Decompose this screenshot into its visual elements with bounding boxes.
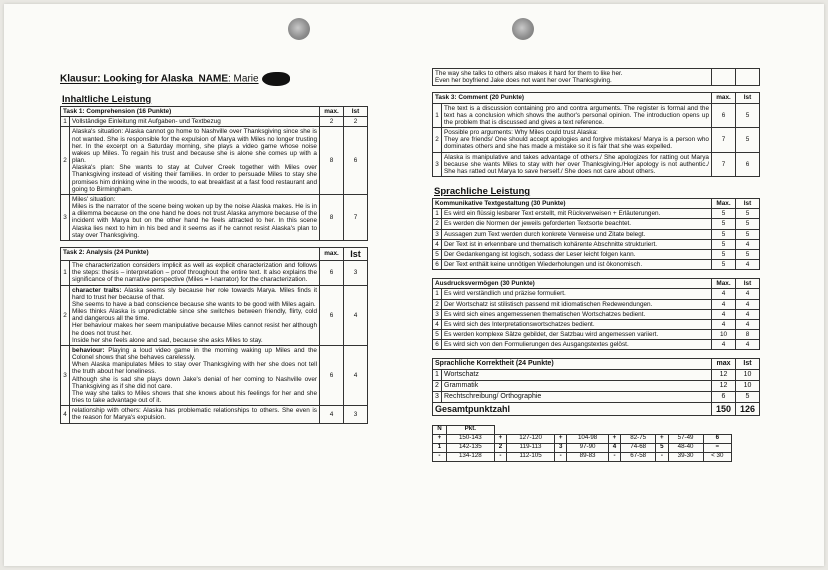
task2-header-row <box>61 247 368 260</box>
corr-max-header: max <box>712 359 736 370</box>
table-row <box>433 128 760 153</box>
criterion-text: Rechtschreibung/ Orthographie <box>442 391 712 402</box>
task2-ist-header: Ist <box>344 247 368 260</box>
task2-table <box>60 247 368 424</box>
row-number: 1 <box>433 103 442 128</box>
achieved-points: 4 <box>736 309 760 319</box>
table-row <box>433 239 760 249</box>
table-row <box>433 340 760 350</box>
table-row <box>433 309 760 319</box>
row-number: 6 <box>433 260 442 270</box>
table-row <box>61 406 368 423</box>
task2-header: Task 2: Analysis (24 Punkte) <box>61 247 320 260</box>
table-row <box>433 103 760 128</box>
achieved-points: 4 <box>344 285 368 345</box>
table-row <box>433 69 760 86</box>
max-points: 6 <box>320 345 344 405</box>
table-row <box>61 117 368 127</box>
grade-cell: 89-83 <box>567 452 608 461</box>
max-points: 4 <box>320 406 344 423</box>
row-number: 4 <box>433 319 442 329</box>
table-row <box>61 127 368 195</box>
achieved-points: 5 <box>736 128 760 153</box>
grade-cell: 5 <box>656 443 668 452</box>
grade-cell: 67-58 <box>621 452 656 461</box>
total-ist: 126 <box>736 402 760 415</box>
correctness-table <box>432 358 760 415</box>
grade-header-spacer <box>494 425 731 434</box>
comm-header-row <box>433 199 760 209</box>
achieved-points: 6 <box>736 152 760 177</box>
criterion-text: Aussagen zum Text werden durch konkrete Verweise und Zitate belegt. <box>442 229 712 239</box>
content-section-title: Inhaltliche Leistung <box>62 94 152 105</box>
expr-header-row <box>433 279 760 289</box>
row-number: 2 <box>61 285 70 345</box>
grade-cell: 82-75 <box>621 434 656 443</box>
table-row <box>433 229 760 239</box>
max-points: 5 <box>712 239 736 249</box>
table-row <box>61 345 368 405</box>
row-number: 3 <box>61 194 70 240</box>
max-points: 5 <box>712 219 736 229</box>
task1-max-header: max. <box>320 107 344 117</box>
grade-cell: 48-40 <box>668 443 703 452</box>
criterion-text: Es werden komplexe Sätze gebildet, der Satzbau wird angemessen variiert. <box>442 330 712 340</box>
grade-cell: 112-105 <box>507 452 555 461</box>
table-row <box>433 260 760 270</box>
row-number: 1 <box>433 289 442 299</box>
task1-table <box>60 106 368 241</box>
table-row <box>433 249 760 259</box>
total-row <box>433 402 760 415</box>
achieved-points: 4 <box>736 289 760 299</box>
grade-cell: + <box>555 434 567 443</box>
grade-cell: 6 <box>703 434 731 443</box>
max-points: 5 <box>712 249 736 259</box>
grade-cell: 2 <box>494 443 506 452</box>
row-number: 1 <box>433 209 442 219</box>
expr-max-header: Max. <box>712 279 736 289</box>
grade-cell: 127-120 <box>507 434 555 443</box>
criterion-text: Grammatik <box>442 381 712 392</box>
punch-hole-left <box>288 18 310 40</box>
grade-cell: 39-30 <box>668 452 703 461</box>
grade-cell: - <box>656 452 668 461</box>
table-row <box>433 299 760 309</box>
grade-cell: 134-128 <box>446 452 494 461</box>
grade-cell: < 30 <box>703 452 731 461</box>
row-number: 4 <box>433 239 442 249</box>
task2-continued-table <box>432 68 760 86</box>
max-points: 4 <box>712 319 736 329</box>
criterion-text: Wortschatz <box>442 370 712 381</box>
max-points: 4 <box>712 289 736 299</box>
max-points: 5 <box>712 229 736 239</box>
grade-scale-table <box>432 425 732 462</box>
corr-header-row <box>433 359 760 370</box>
comm-max-header: Max. <box>712 199 736 209</box>
total-max: 150 <box>712 402 736 415</box>
criterion-text <box>70 285 320 345</box>
row-number: 6 <box>433 340 442 350</box>
row-number: 2 <box>433 128 442 153</box>
row-number: 5 <box>433 249 442 259</box>
row-number: 1 <box>61 117 70 127</box>
grade-cell: + <box>656 434 668 443</box>
max-points: 7 <box>712 152 736 177</box>
right-column <box>432 68 760 462</box>
grade-row <box>433 452 732 461</box>
criterion-keyword: character traits: <box>72 286 122 294</box>
max-points: 6 <box>712 391 736 402</box>
left-column <box>60 72 368 424</box>
achieved-points: 3 <box>344 406 368 423</box>
language-section-title: Sprachliche Leistung <box>434 186 531 198</box>
criterion-text: Der Text ist in erkennbare und thematisch kohärente Abschnitte strukturiert. <box>442 239 712 249</box>
grade-cell: 1 <box>433 443 447 452</box>
max-points: 4 <box>712 309 736 319</box>
comm-ist-header: Ist <box>736 199 760 209</box>
criterion-text: The way she talks to others also makes it hard for them to like her. Even her boyfriend Jake does not want her over Thanksgiving. <box>433 69 712 86</box>
empty-ist-cell <box>736 69 760 86</box>
grade-row <box>433 443 732 452</box>
criterion-body: Playing a loud video game in the morning waking up Miles and the Colonel shows that she behaves carelessly. When Alaska manipulates Miles to stay over Thanksgiving with her she does not tell the truth about her loneliness. Although she is sad she plays down Jake's denial of her coming to Nashville over Thanksgiving as if she did not care. The way she talks to Miles shows that she knows about his feelings for her and she tries to take advantage out of it. <box>72 346 317 405</box>
max-points: 5 <box>712 209 736 219</box>
row-number: 3 <box>61 345 70 405</box>
max-points: 8 <box>320 127 344 195</box>
criterion-text: The text is a discussion containing pro and contra arguments. The register is formal and the text has a conclusion which shows the author's personal opinion. The introduction opens up the problem that is discussed and gives a text reference. <box>442 103 712 128</box>
max-points: 6 <box>320 261 344 286</box>
grade-cell: 74-68 <box>621 443 656 452</box>
max-points: 6 <box>712 103 736 128</box>
table-row <box>433 330 760 340</box>
criterion-text <box>70 345 320 405</box>
grade-cell: + <box>433 434 447 443</box>
row-number: 2 <box>433 381 442 392</box>
achieved-points: 10 <box>736 370 760 381</box>
criterion-text: Es wird verständlich und präzise formuliert. <box>442 289 712 299</box>
table-row <box>61 285 368 345</box>
row-number: 2 <box>433 299 442 309</box>
grade-cell: 104-98 <box>567 434 608 443</box>
task3-max-header: max. <box>712 93 736 103</box>
task3-header-row <box>433 93 760 103</box>
grade-header-row <box>433 425 732 434</box>
page-title <box>60 72 368 86</box>
grade-cell: 119-113 <box>507 443 555 452</box>
criterion-text: Der Text enthält keine unnötigen Wiederholungen und ist ökonomisch. <box>442 260 712 270</box>
max-points: 12 <box>712 370 736 381</box>
row-number: 3 <box>433 309 442 319</box>
grade-cell: 142-135 <box>446 443 494 452</box>
table-row <box>61 261 368 286</box>
max-points: 4 <box>712 340 736 350</box>
achieved-points: 5 <box>736 229 760 239</box>
criterion-text: Der Gedankengang ist logisch, sodass der Leser leicht folgen kann. <box>442 249 712 259</box>
task3-header: Task 3: Comment (20 Punkte) <box>433 93 712 103</box>
achieved-points: 5 <box>736 249 760 259</box>
grade-cell: - <box>494 452 506 461</box>
criterion-text: Es wird sich eines angemessenen thematischen Wortschatzes bedient. <box>442 309 712 319</box>
achieved-points: 4 <box>736 239 760 249</box>
grade-cell: 4 <box>608 443 620 452</box>
corr-ist-header: Ist <box>736 359 760 370</box>
exam-sheet <box>4 4 824 566</box>
criterion-text: Es wird sich von den Formulierungen des Ausgangstextes gelöst. <box>442 340 712 350</box>
criterion-text: Es werden die Normen der jeweils geforderten Textsorte beachtet. <box>442 219 712 229</box>
achieved-points: 4 <box>736 260 760 270</box>
max-points: 12 <box>712 381 736 392</box>
table-row <box>433 152 760 177</box>
criterion-text: Alaska's situation: Alaska cannot go home to Nashville over Thanksgiving since she is not wanted. She is responsible for the expulsion of Marya with Miles no longer trusting her. In the excerpt on a Saturday morning, she plays a video game whose noise wakes up Miles. To regain his trust and because she is alone she comes up with a plan. Alaska's plan: She wants to stay at Culver Creek together with Miles over Thanksgiving instead of visiting their families. In order to persuade Miles to stay she promises him drinking wine in the woods, to eat breakfast at a fast food restaurant and going to Birmingham. <box>70 127 320 195</box>
criterion-text: Miles' situation: Miles is the narrator of the scene being woken up by the noise Alaska makes. He is in a dilemma because on the one hand he does not trust Alaska anymore because of the incident with Marya but on the other hand he feels attracted to her. In this scene Alaska lies next to him in his bed and it seems as if he cannot resist Alaska's plan to stay over Thanksgiving. <box>70 194 320 240</box>
grade-cell: - <box>608 452 620 461</box>
communicative-table <box>432 198 760 270</box>
table-row <box>433 381 760 392</box>
grade-cell: + <box>494 434 506 443</box>
grade-cell: 150-143 <box>446 434 494 443</box>
table-row <box>433 391 760 402</box>
row-number: 4 <box>61 406 70 423</box>
table-row <box>61 194 368 240</box>
achieved-points: 5 <box>736 209 760 219</box>
criterion-text: Vollständige Einleitung mit Aufgaben- und Textbezug <box>70 117 320 127</box>
task1-ist-header: Ist <box>344 107 368 117</box>
achieved-points: 5 <box>736 103 760 128</box>
max-points: 6 <box>320 285 344 345</box>
expr-header: Ausdrucksvermögen (30 Punkte) <box>433 279 712 289</box>
row-number: 2 <box>61 127 70 195</box>
name-label: NAME <box>198 73 228 85</box>
criterion-text: Der Wortschatz ist stilistisch passend mit idiomatischen Redewendungen. <box>442 299 712 309</box>
redacted-surname <box>262 72 290 86</box>
achieved-points: 4 <box>736 340 760 350</box>
achieved-points: 2 <box>344 117 368 127</box>
criterion-keyword: behaviour: <box>72 346 105 354</box>
criterion-text: Possible pro arguments: Why Miles could trust Alaska: They are friends/ One should accept apologies and forgive mistakes/ Marya is a person who dominates others and she has made a mistake so it is fair that she was expelled. <box>442 128 712 153</box>
exam-title: Klausur: Looking for Alaska <box>60 73 193 85</box>
total-label: Gesamtpunktzahl <box>433 402 712 415</box>
task3-ist-header: Ist <box>736 93 760 103</box>
criterion-text: Es wird sich des Interpretationswortschatzes bedient. <box>442 319 712 329</box>
grade-cell: - <box>555 452 567 461</box>
max-points: 10 <box>712 330 736 340</box>
task3-table <box>432 92 760 177</box>
achieved-points: 4 <box>736 299 760 309</box>
task1-header: Task 1: Comprehension (16 Punkte) <box>61 107 320 117</box>
expression-table <box>432 278 760 350</box>
grade-row <box>433 434 732 443</box>
max-points: 5 <box>712 260 736 270</box>
row-number: 3 <box>433 152 442 177</box>
achieved-points: 5 <box>736 219 760 229</box>
grade-cell: = <box>703 443 731 452</box>
empty-max-cell <box>712 69 736 86</box>
table-row <box>433 370 760 381</box>
table-row <box>433 289 760 299</box>
row-number: 2 <box>433 219 442 229</box>
row-number: 1 <box>433 370 442 381</box>
achieved-points: 3 <box>344 261 368 286</box>
row-number: 3 <box>433 391 442 402</box>
table-row <box>433 209 760 219</box>
grade-cell: + <box>608 434 620 443</box>
achieved-points: 10 <box>736 381 760 392</box>
grade-cell: 97-90 <box>567 443 608 452</box>
student-name: : Marie <box>228 73 259 85</box>
grade-header-pkt: Pkt. <box>446 425 494 434</box>
row-number: 3 <box>433 229 442 239</box>
grade-cell: - <box>433 452 447 461</box>
comm-header: Kommunikative Textgestaltung (30 Punkte) <box>433 199 712 209</box>
table-row <box>433 219 760 229</box>
corr-header: Sprachliche Korrektheit (24 Punkte) <box>433 359 712 370</box>
task2-max-header: max. <box>320 247 344 260</box>
criterion-text: Alaska is manipulative and takes advantage of others./ She apologizes for ratting out Marya because she wants Miles to stay with her over Thanksgiving./Her apology is not authentic./ She has ratted out Marya to save herself./ She does not care about others. <box>442 152 712 177</box>
achieved-points: 5 <box>736 391 760 402</box>
achieved-points: 7 <box>344 194 368 240</box>
row-number: 5 <box>433 330 442 340</box>
achieved-points: 4 <box>344 345 368 405</box>
criterion-text: relationship with others: Alaska has problematic relationships to others. She even is the reason for Marya's expulsion. <box>70 406 320 423</box>
grade-cell: 57-49 <box>668 434 703 443</box>
max-points: 8 <box>320 194 344 240</box>
task1-header-row <box>61 107 368 117</box>
achieved-points: 4 <box>736 319 760 329</box>
criterion-text: Es wird ein flüssig lesbarer Text erstellt, mit Rückverweisen + Erläuterungen. <box>442 209 712 219</box>
expr-ist-header: Ist <box>736 279 760 289</box>
grade-header-n: N <box>433 425 447 434</box>
achieved-points: 6 <box>344 127 368 195</box>
max-points: 2 <box>320 117 344 127</box>
max-points: 7 <box>712 128 736 153</box>
grade-cell: 3 <box>555 443 567 452</box>
punch-hole-right <box>512 18 534 40</box>
row-number: 1 <box>61 261 70 286</box>
max-points: 4 <box>712 299 736 309</box>
table-row <box>433 319 760 329</box>
criterion-body: Alaska seems sly because her role towards Marya. Miles finds it hard to trust her because of that. She seems to have a bad conscience because she wants to be good with Miles again. Miles thinks Alaska is unpredictable since she switches between friendly, flirty, cold and dangerous all the time. Her behaviour makes her seem manipulative because Miles cannot resist her although he does not trust her. Inside her she feels alone and sad, because she asks Miles to stay. <box>72 286 318 344</box>
criterion-text: The characterization considers implicit as well as explicit characterization and follows the steps: thesis – interpretation – proof throughout the entire text. It also explains the significance of the narrative perspective (Miles = I-narrator) for the characterization. <box>70 261 320 286</box>
achieved-points: 8 <box>736 330 760 340</box>
